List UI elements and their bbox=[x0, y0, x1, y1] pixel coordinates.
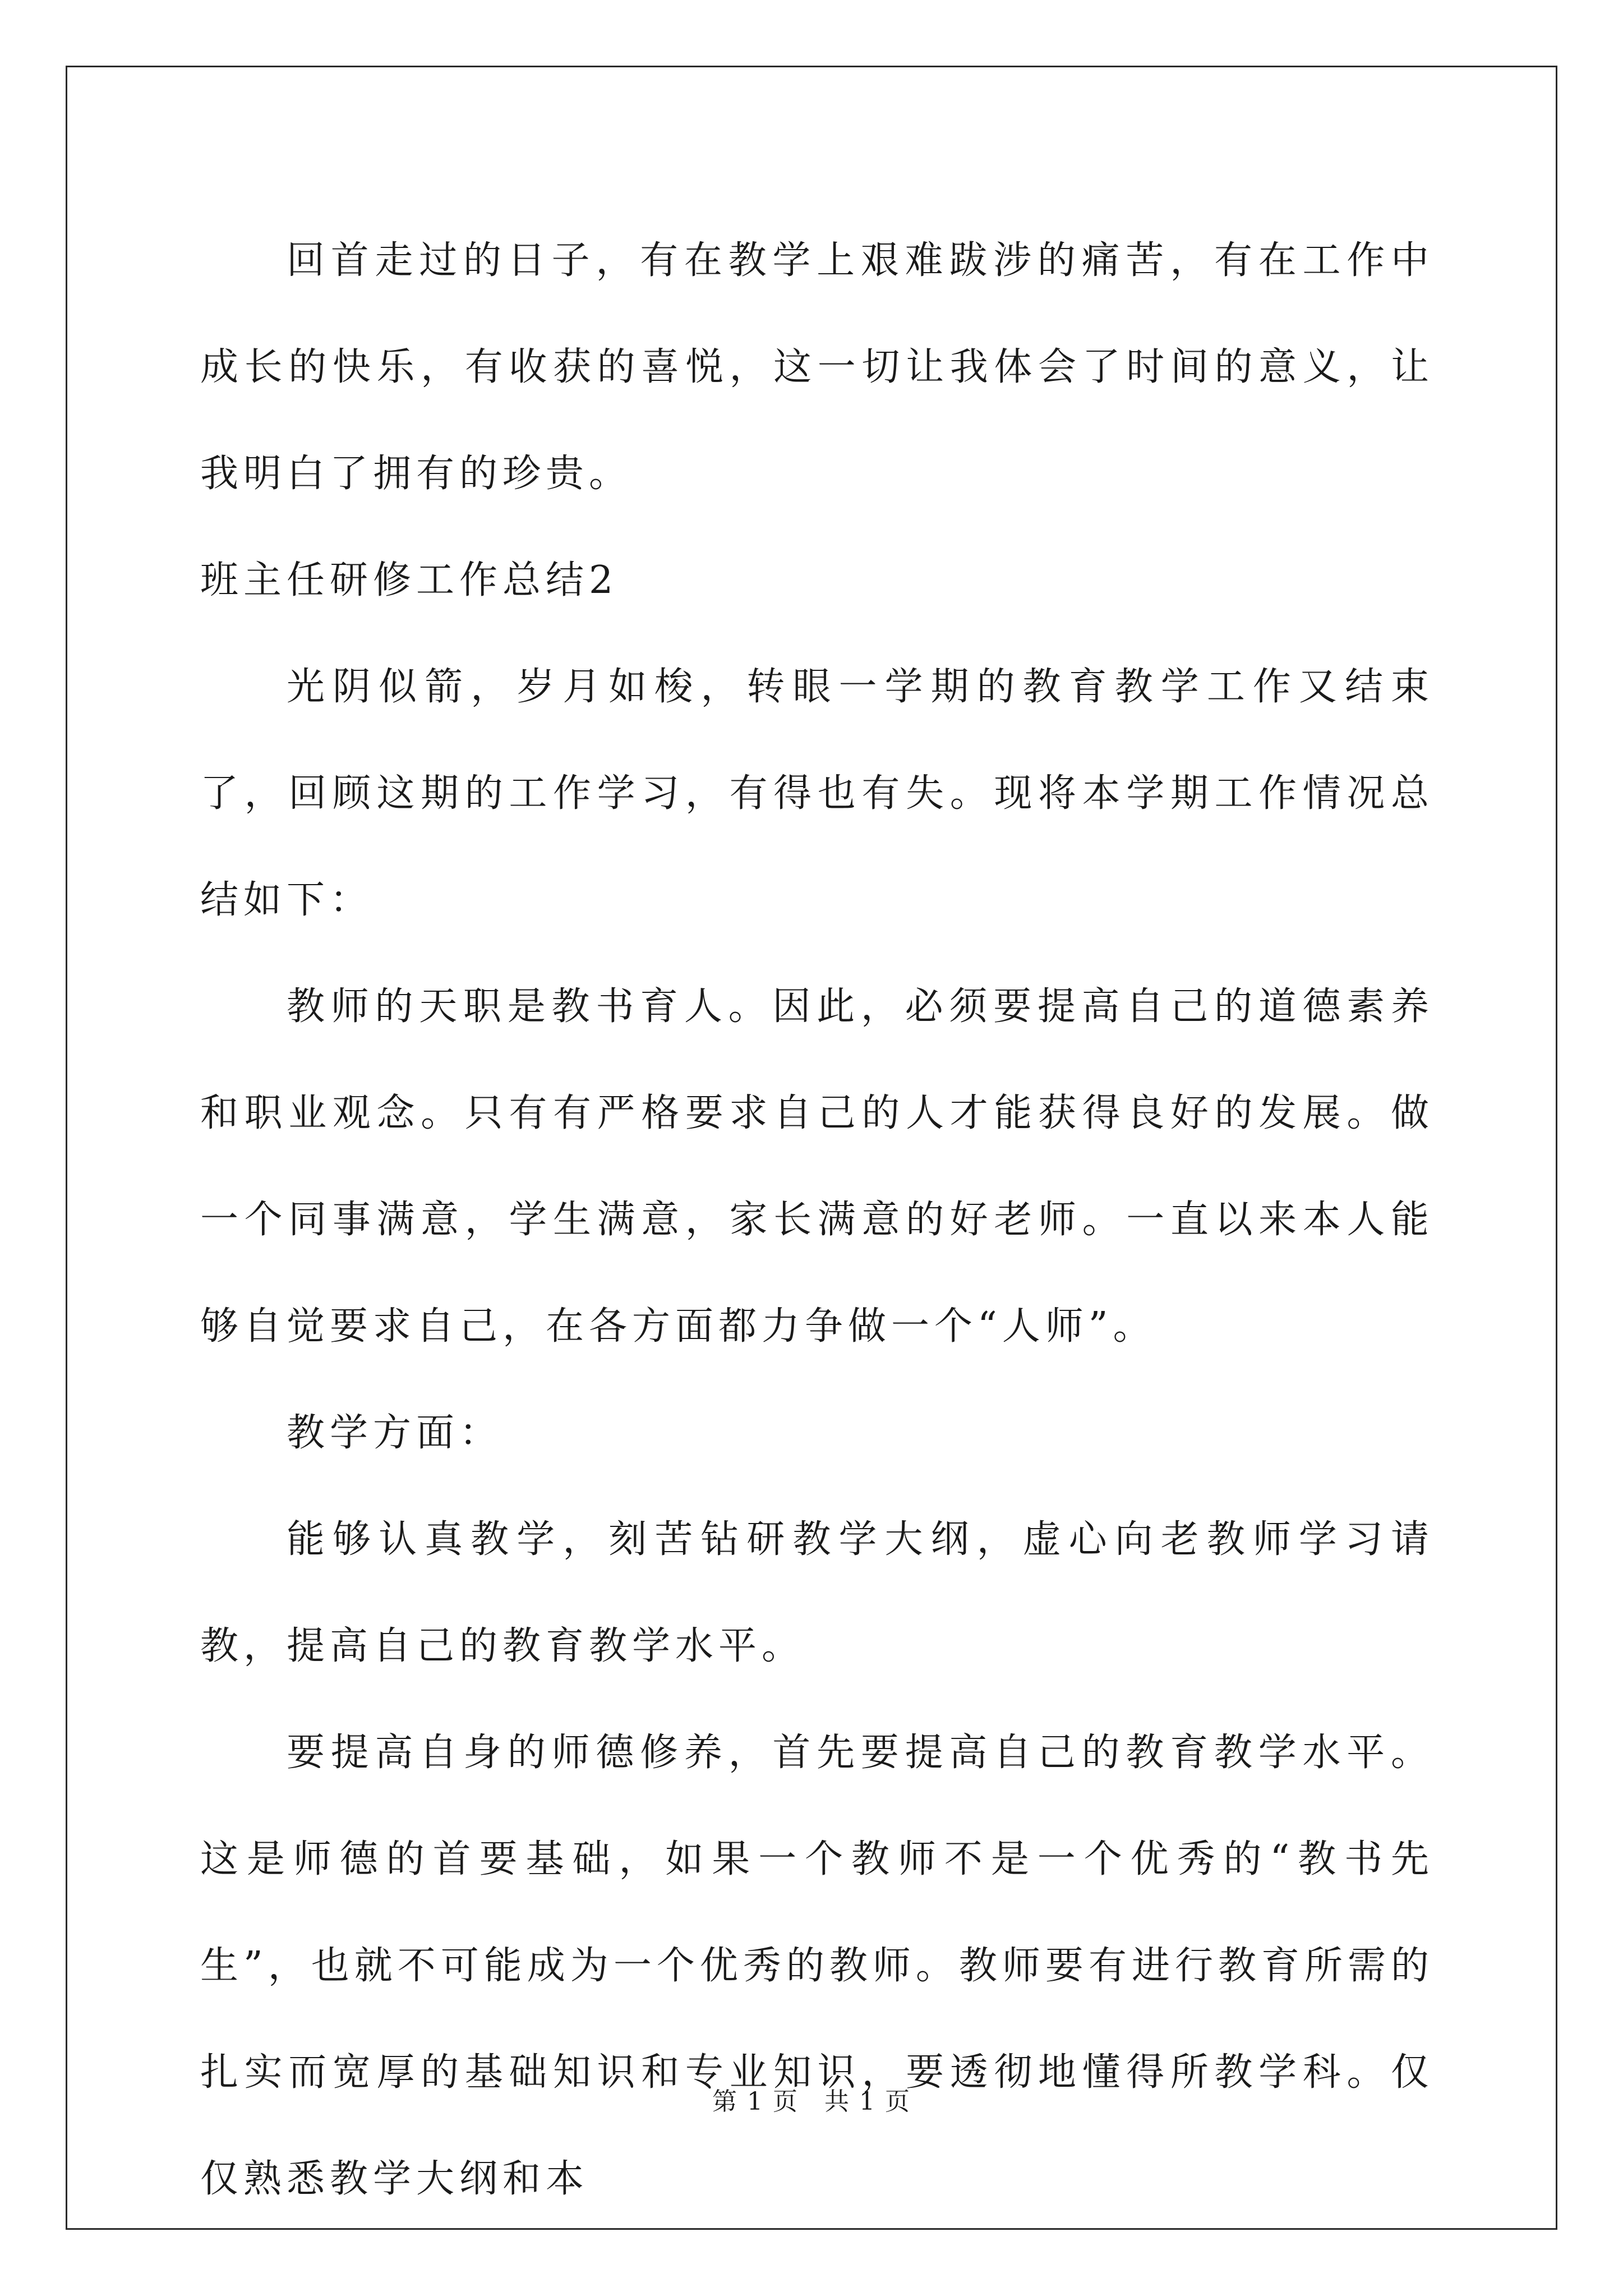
section-heading: 班主任研修工作总结2 bbox=[200, 558, 619, 602]
document-body bbox=[200, 208, 1434, 2233]
paragraph-intro: 光阴似箭，岁月如梭，转眼一学期的教育教学工作又结束了，回顾这期的工作学习，有得也有失。现将本学期工作情况总结如下： bbox=[200, 665, 1434, 922]
paragraph-reflection: 回首走过的日子，有在教学上艰难跋涉的痛苦，有在工作中成长的快乐，有收获的喜悦，这一切让我体会了时间的意义，让我明白了拥有的珍贵。 bbox=[200, 238, 1434, 496]
paragraph-ethics: 要提高自身的师德修养，首先要提高自己的教育教学水平。这是师德的首要基础，如果一个教师不是一个优秀的“教书先生”，也就不可能成为一个优秀的教师。教师要有进行教育所需的扎实而宽厚的基础知识和专业知识，要透彻地懂得所教学科。仅仅熟悉教学大纲和本 bbox=[200, 1731, 1435, 2201]
paragraph-teacher-duty: 教师的天职是教书育人。因此，必须要提高自己的道德素养和职业观念。只有有严格要求自己的人才能获得良好的发展。做一个同事满意，学生满意，家长满意的好老师。一直以来本人能够自觉要求自己，在各方面都力争做一个“人师”。 bbox=[200, 984, 1434, 1349]
paragraph-teaching-study: 能够认真教学，刻苦钻研教学大纲，虚心向老教师学习请教，提高自己的教育教学水平。 bbox=[200, 1517, 1434, 1668]
page-number-footer: 第 1 页 共 1 页 bbox=[712, 2087, 911, 2116]
paragraph-teaching-heading: 教学方面： bbox=[287, 1411, 503, 1455]
